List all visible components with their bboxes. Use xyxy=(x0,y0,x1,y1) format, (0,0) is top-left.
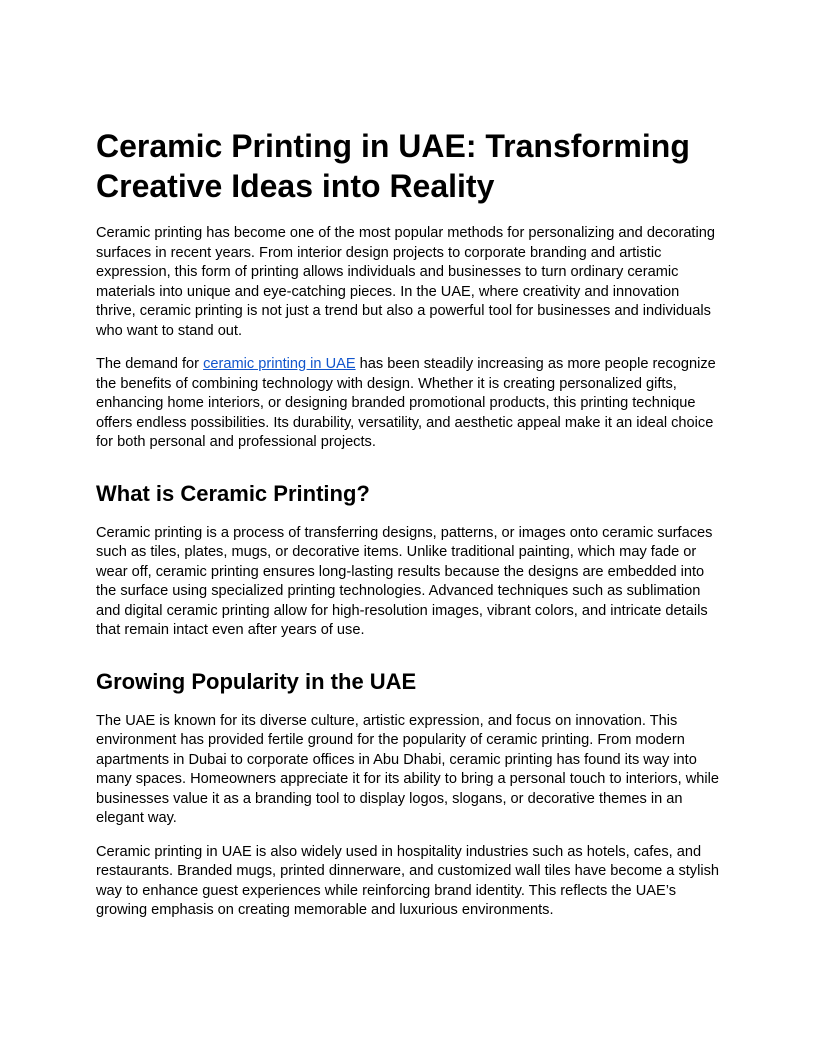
growing-paragraph-2: Ceramic printing in UAE is also widely used in hospitality industries such as hotels, cafes, and restaurants. Branded mugs, printed dinnerware, and customized wall tiles have become a stylish way to enhance guest experiences while reinforcing brand identity. This reflects the UAE’s growing emphasis on creating memorable and luxurious environments. xyxy=(96,843,719,918)
intro-paragraph-2-trailing-text: has been steadily increasing as more people recognize the benefits of combining technology with design. Whether it is creating personalized gifts, enhancing home interiors, or designing branded promotional products, this printing technique offers endless possibilities. Its durability, versatility, and aesthetic appeal make it an ideal choice for both personal and professional projects. xyxy=(96,356,716,450)
page-title: Ceramic Printing in UAE: Transforming Creative Ideas into Reality xyxy=(96,128,690,204)
intro-paragraph-2-lead-text: The demand for xyxy=(96,356,204,372)
intro-paragraph-2 xyxy=(96,355,720,453)
ceramic-printing-uae-link[interactable]: ceramic printing in UAE xyxy=(203,356,356,372)
what-paragraph-1: Ceramic printing is a process of transferring designs, patterns, or images onto ceramic surfaces such as tiles, plates, mugs, or decorative items. Unlike traditional painting, which may fade or wear off, ceramic printing ensures long-lasting results because the designs are embedded into the surface using specialized printing technologies. Advanced techniques such as sublimation and digital ceramic printing allow for high-resolution images, vibrant colors, and intricate details that remain intact even after years of use. xyxy=(96,524,713,638)
intro-paragraph-1: Ceramic printing has become one of the most popular methods for personalizing and decorating surfaces in recent years. From interior design projects to corporate branding and artistic expression, this form of printing allows individuals and businesses to turn ordinary ceramic materials into unique and eye-catching pieces. In the UAE, where creativity and innovation thrive, ceramic printing is not just a trend but also a powerful tool for businesses and individuals who want to stand out. xyxy=(96,225,715,339)
section-heading-growing-popularity: Growing Popularity in the UAE xyxy=(96,668,417,694)
growing-paragraph-1: The UAE is known for its diverse culture, artistic expression, and focus on innovation. This environment has provided fertile ground for the popularity of ceramic printing. From modern apartments in Dubai to corporate offices in Abu Dhabi, ceramic printing has found its way into many spaces. Homeowners appreciate it for its ability to bring a personal touch to interiors, while businesses value it as a branding tool to display logos, slogans, or decorative themes in an elegant way. xyxy=(96,712,719,826)
document-page xyxy=(96,126,720,921)
section-heading-what-is-ceramic-printing: What is Ceramic Printing? xyxy=(96,480,370,506)
